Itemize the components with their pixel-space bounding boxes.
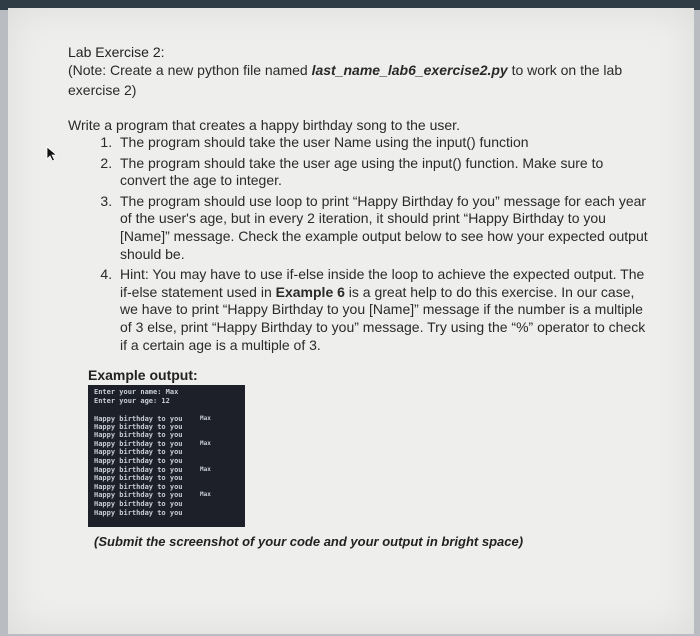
requirements-list xyxy=(94,134,652,357)
console-output xyxy=(88,385,245,527)
requirement-item: 1. The program should take the user Name using the input() function xyxy=(116,134,652,152)
example-output-label: Example output: xyxy=(88,367,198,383)
console-line: Happy birthday to you xyxy=(94,466,183,474)
console-line: Happy birthday to you xyxy=(94,415,183,423)
console-line: Happy birthday to you xyxy=(94,509,183,517)
console-name-tag: Max xyxy=(200,491,211,498)
document-page xyxy=(8,8,694,634)
requirement-item: 3. The program should use loop to print “Happy Birthday fo you” message for each year of the user's age, but in every 2 iteration, it should print “Happy Birthday to you [Name]” message. Check the example output below to see how your expected output should be. xyxy=(116,193,652,263)
console-name-tag: Max xyxy=(200,440,211,447)
console-line: Happy birthday to you xyxy=(94,423,183,431)
note-prefix: (Note: Create a new python file named xyxy=(68,62,312,78)
file-note xyxy=(68,60,628,100)
exercise-title: Lab Exercise 2: xyxy=(68,44,165,60)
submission-instruction: (Submit the screenshot of your code and your output in bright space) xyxy=(94,534,524,549)
intro-text: Write a program that creates a happy birthday song to the user. xyxy=(68,117,460,133)
console-name-tag: Max xyxy=(200,415,211,422)
console-line: Happy birthday to you xyxy=(94,500,183,508)
console-line: Happy birthday to you xyxy=(94,457,183,465)
console-name-tag: Max xyxy=(200,466,211,473)
console-line: Happy birthday to you xyxy=(94,440,183,448)
console-prompt-line: Enter your age: 12 xyxy=(94,397,170,405)
console-line: Happy birthday to you xyxy=(94,448,183,456)
mouse-cursor-icon xyxy=(46,146,60,162)
example-ref: Example 6 xyxy=(275,283,345,300)
console-prompt-line: Enter your name: Max xyxy=(94,388,179,396)
requirement-item: 2. The program should take the user age using the input() function. Make sure to convert the age to integer. xyxy=(116,155,652,190)
console-line: Happy birthday to you xyxy=(94,431,183,439)
console-line: Happy birthday to you xyxy=(94,483,183,491)
console-line: Happy birthday to you xyxy=(94,491,183,499)
note-suffix: to work on the lab exercise 2) xyxy=(68,62,623,98)
note-filename: last_name_lab6_exercise2.py xyxy=(311,62,508,78)
requirement-item: 4. Hint: You may have to use if-else inside the loop to achieve the expected output. The if-else statement used in Example 6 is a great help to do this exercise. In our case, we have to print “Happy Birthday to you [Name]” message if the number is a multiple of 3 else, print “Happy Birthday to you” message. Try using the “%” operator to check if a certain age is a multiple of 3. xyxy=(116,266,652,354)
console-line: Happy birthday to you xyxy=(94,474,183,482)
